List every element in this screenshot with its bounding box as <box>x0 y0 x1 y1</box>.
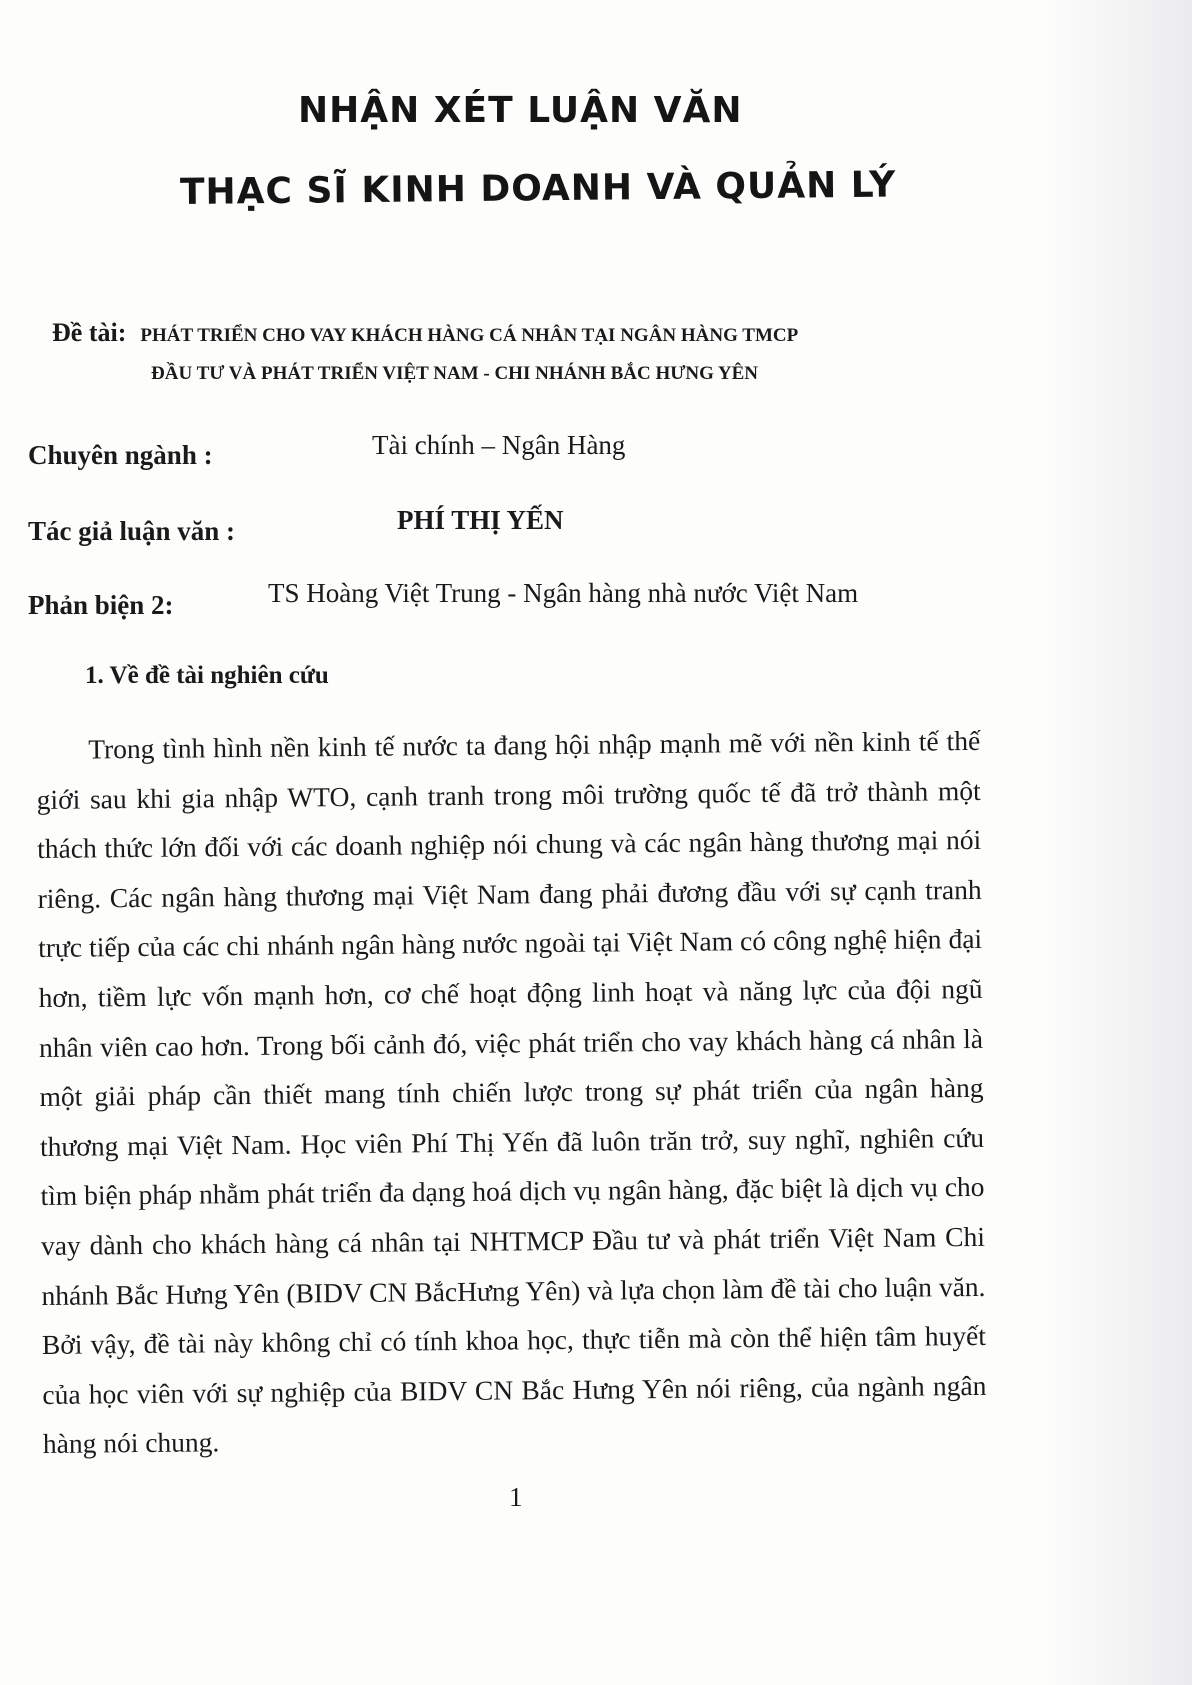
page-number: 1 <box>509 1482 523 1512</box>
document-title-line-1: NHẬN XÉT LUẬN VĂN <box>298 90 743 131</box>
topic-title-line-2: ĐẦU TƯ VÀ PHÁT TRIỂN VIỆT NAM - CHI NHÁNH BẮC HƯNG YÊN <box>151 363 759 384</box>
reviewer-label: Phản biện 2: <box>28 590 174 620</box>
section-paragraph: Trong tình hình nền kinh tế nước ta đang hội nhập mạnh mẽ với nền kinh tế thế giới sau khi gia nhập WTO, cạnh tranh trong môi trường quốc tế đã trở thành một thách thức lớn đối với các doanh nghiệp nói chung và các ngân hàng thương mại nói riêng. Các ngân hàng thương mại Việt Nam đang phải đương đầu với sự cạnh tranh trực tiếp của các chi nhánh ngân hàng nước ngoài tại Việt Nam có công nghệ hiện đại hơn, tiềm lực vốn mạnh hơn, cơ chế hoạt động linh hoạt và năng lực của đội ngũ nhân viên cao hơn. Trong bối cảnh đó, việc phát triển cho vay khách hàng cá nhân là một giải pháp cần thiết mang tính chiến lược trong sự phát triển của ngân hàng thương mại Việt Nam. Học viên Phí Thị Yến đã luôn trăn trở, suy nghĩ, nghiên cứu tìm biện pháp nhằm phát triển đa dạng hoá dịch vụ ngân hàng, đặc biệt là dịch vụ cho vay dành cho khách hàng cá nhân tại NHTMCP Đầu tư và phát triển Việt Nam Chi nhánh Bắc Hưng Yên (BIDV CN BắcHưng Yên) và lựa chọn làm đề tài cho luận văn. Bởi vậy, đề tài này không chỉ có tính khoa học, thực tiễn mà còn thể hiện tâm huyết của học viên với sự nghiệp của BIDV CN Bắc Hưng Yên nói riêng, của ngành ngân hàng nói chung. <box>36 724 987 1460</box>
author-label: Tác giả luận văn : <box>28 516 236 546</box>
scan-edge-shadow <box>1042 0 1192 1685</box>
author-value: PHÍ THỊ YẾN <box>397 505 564 535</box>
topic-row <box>52 318 798 348</box>
section-heading: 1. Về đề tài nghiên cứu <box>85 662 329 689</box>
major-label: Chuyên ngành : <box>28 440 213 470</box>
reviewer-value: TS Hoàng Việt Trung - Ngân hàng nhà nước Việt Nam <box>268 578 859 608</box>
topic-title-line-1: PHÁT TRIỂN CHO VAY KHÁCH HÀNG CÁ NHÂN TẠI NGÂN HÀNG TMCP <box>140 325 799 346</box>
major-value: Tài chính – Ngân Hàng <box>372 430 626 460</box>
topic-label: Đề tài: <box>52 318 127 347</box>
document-title-line-2: THẠC SĨ KINH DOANH VÀ QUẢN LÝ <box>179 164 897 213</box>
